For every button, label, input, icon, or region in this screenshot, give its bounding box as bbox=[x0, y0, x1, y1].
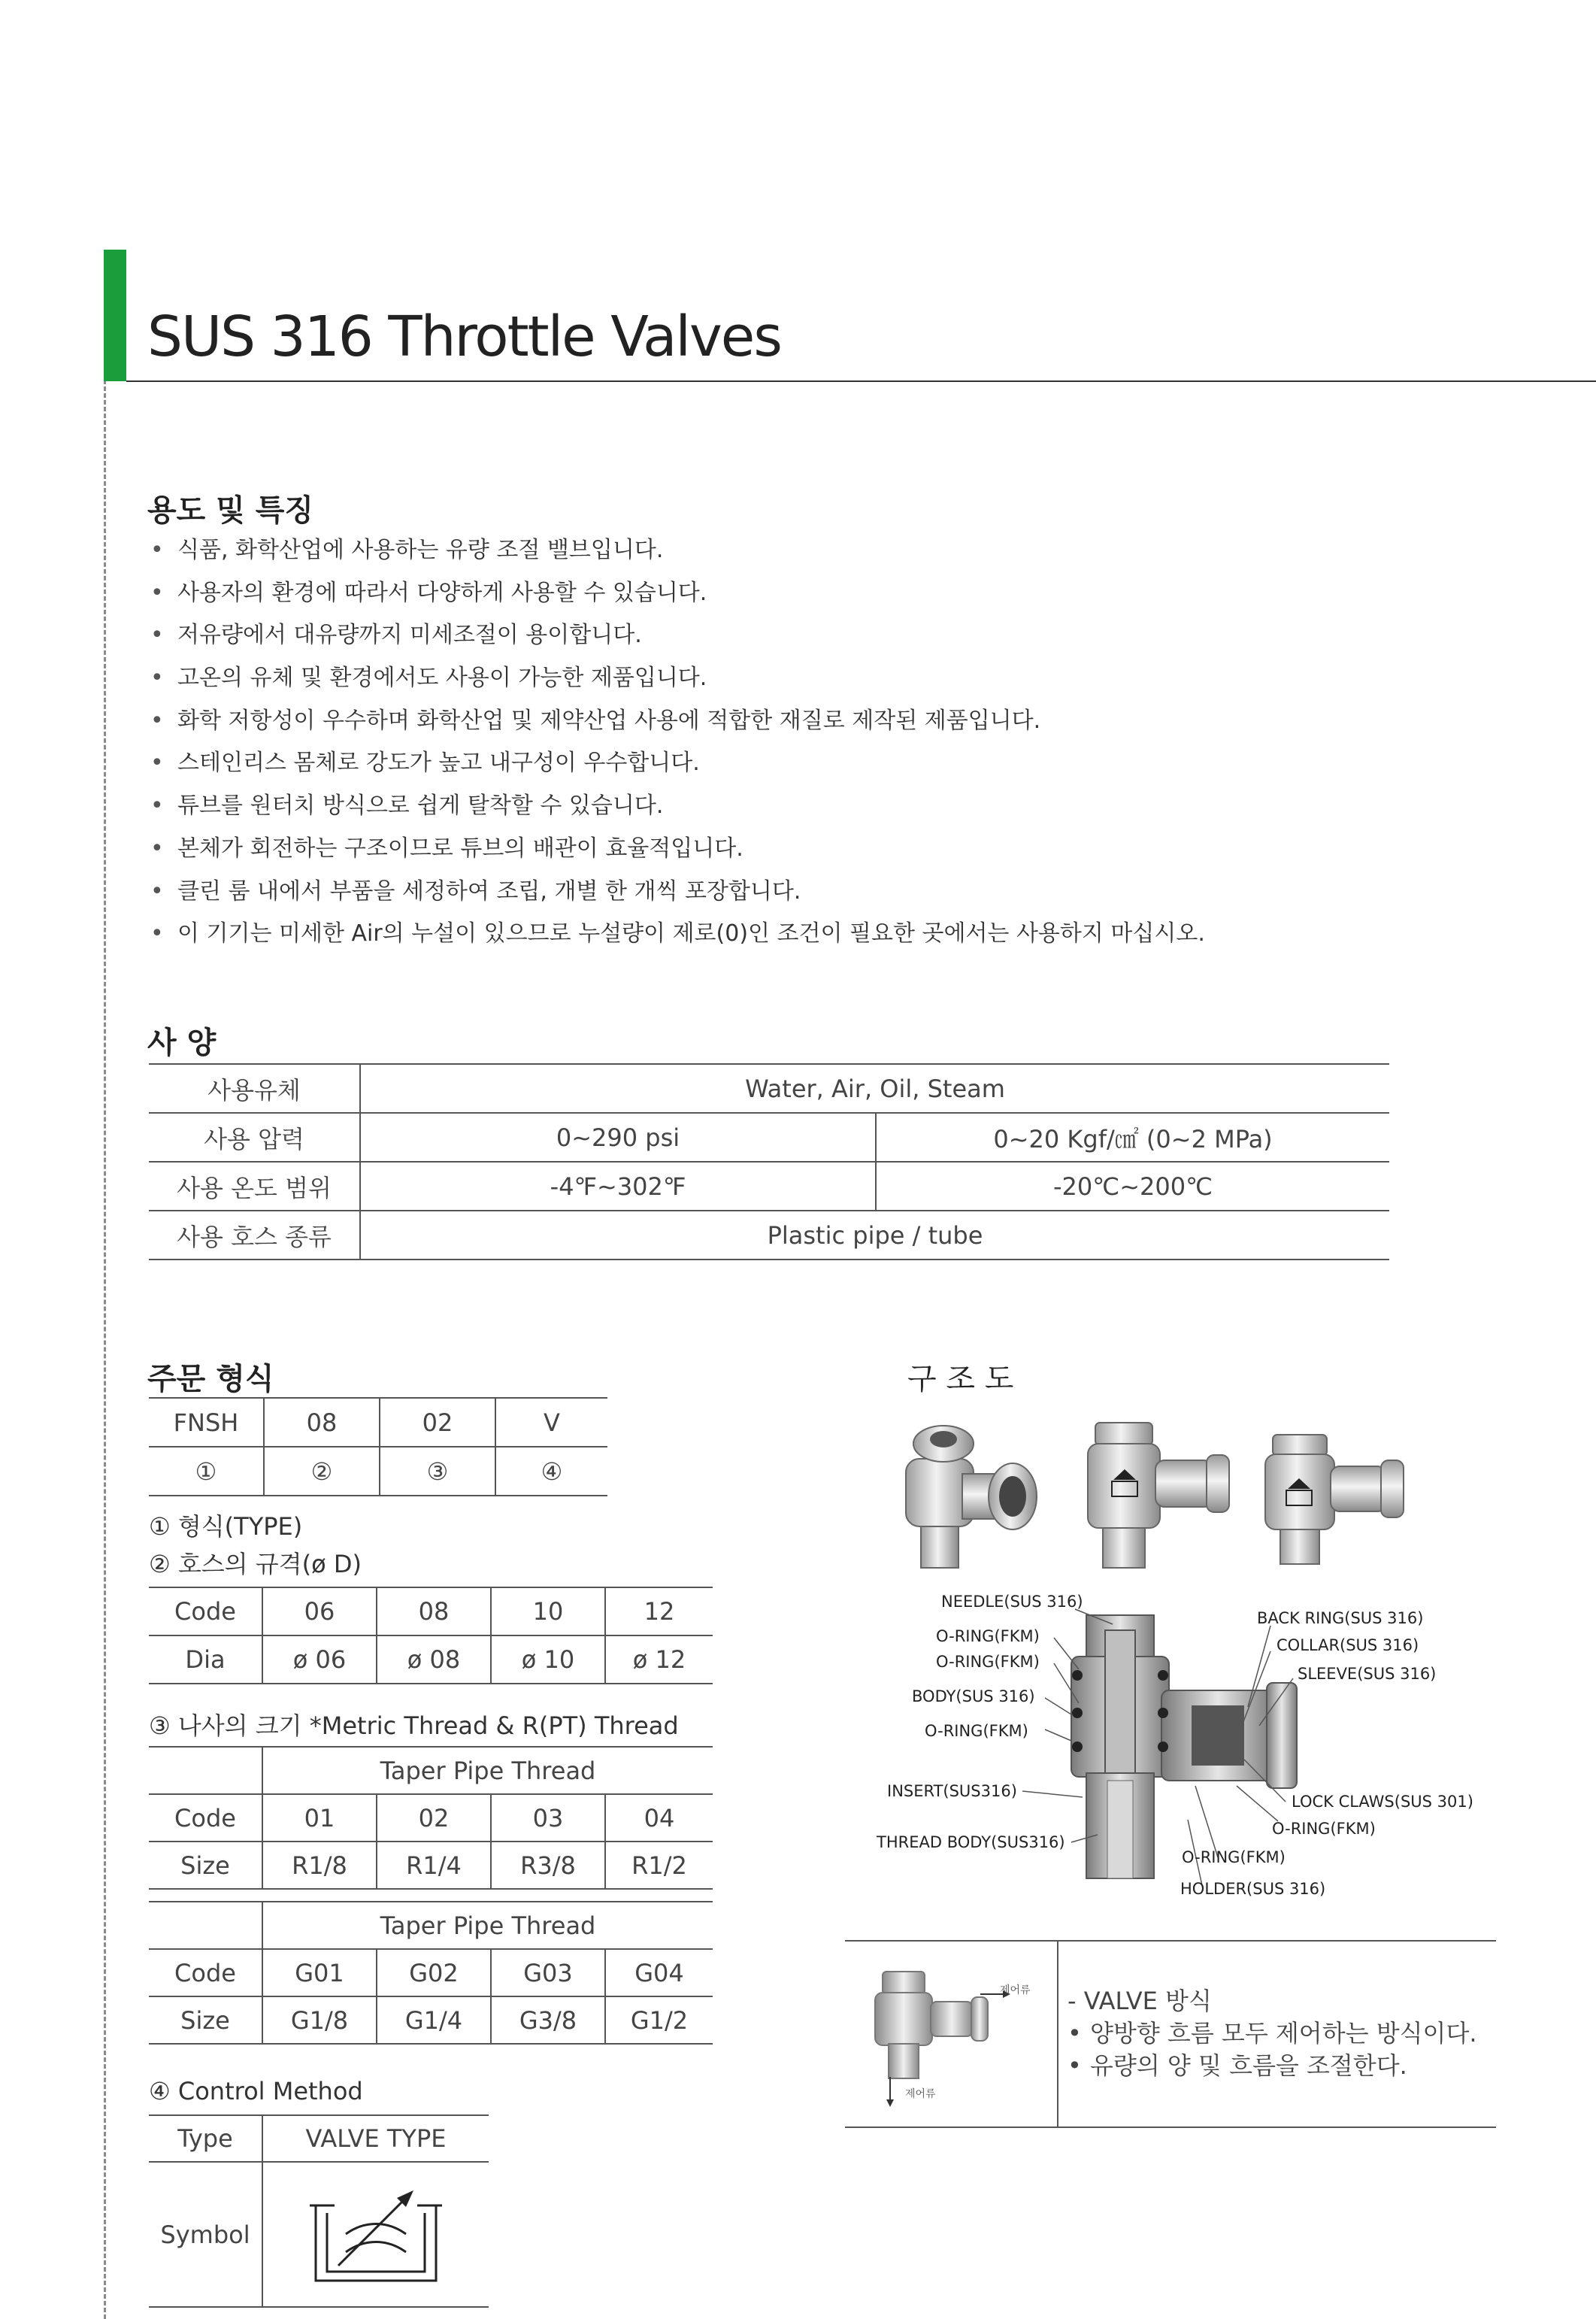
cell: G1/4 bbox=[377, 1996, 491, 2044]
page-title: SUS 316 Throttle Valves bbox=[147, 305, 781, 369]
cell: G01 bbox=[262, 1949, 377, 1996]
feature-item: • 고온의 유체 및 환경에서도 사용이 가능한 제품입니다. bbox=[150, 665, 707, 692]
row-label: Code bbox=[149, 1587, 262, 1635]
control-method-note: ④ Control Method bbox=[149, 2077, 363, 2105]
part-label: O-RING(FKM) bbox=[1272, 1820, 1376, 1838]
cell: 08 bbox=[377, 1587, 491, 1635]
feature-item: • 식품, 화학산업에 사용하는 유량 조절 밸브입니다. bbox=[150, 537, 664, 563]
cell: R1/8 bbox=[262, 1842, 377, 1889]
specs-heading: 사 양 bbox=[147, 1026, 217, 1060]
hose-size-table bbox=[149, 1587, 713, 1684]
row-label: Code bbox=[149, 1949, 262, 1996]
cell: R1/4 bbox=[377, 1842, 491, 1889]
product-photo-3 bbox=[1265, 1435, 1404, 1564]
type-note: ① 형식(TYPE) bbox=[149, 1512, 303, 1541]
specs-table bbox=[149, 1063, 1389, 1260]
feature-item: • 이 기기는 미세한 Air의 누설이 있으므로 누설량이 제로(0)인 조건이 필요한 곳에서는 사용하지 마십시오. bbox=[150, 920, 1205, 947]
thread-header: Taper Pipe Thread bbox=[262, 1902, 713, 1949]
valve-symbol-cell bbox=[262, 2162, 489, 2307]
cell: 10 bbox=[491, 1587, 605, 1635]
spec-value: Plastic pipe / tube bbox=[360, 1211, 1389, 1260]
control-method-table bbox=[149, 2114, 489, 2308]
row-label: Size bbox=[149, 1842, 262, 1889]
part-label: O-RING(FKM) bbox=[1182, 1848, 1286, 1866]
spec-label: 사용유체 bbox=[149, 1064, 360, 1113]
thread-table-r bbox=[149, 1746, 713, 1890]
feature-item: • 클린 룸 내에서 부품을 세정하여 조립, 개별 한 개씩 포장합니다. bbox=[150, 878, 801, 905]
valve-method-item: • 유량의 양 및 흐름을 조절한다. bbox=[1068, 2051, 1407, 2080]
product-photo-2 bbox=[1088, 1423, 1229, 1568]
valve-method-box bbox=[845, 1940, 1496, 2128]
cell: G02 bbox=[377, 1949, 491, 1996]
empty-cell bbox=[149, 1902, 262, 1949]
product-photos bbox=[891, 1414, 1455, 1572]
cell: 12 bbox=[605, 1587, 713, 1635]
order-code-table bbox=[149, 1397, 607, 1496]
part-label: O-RING(FKM) bbox=[925, 1722, 1028, 1740]
cell: ø 08 bbox=[377, 1635, 491, 1684]
cell: G3/8 bbox=[491, 1996, 605, 2044]
feature-item: • 튜브를 원터치 방식으로 쉽게 탈착할 수 있습니다. bbox=[150, 793, 664, 820]
flow-label: 제어류 bbox=[905, 2088, 936, 2100]
spec-value: -4℉~302℉ bbox=[360, 1162, 876, 1211]
cell: ø 10 bbox=[491, 1635, 605, 1684]
row-label: Type bbox=[149, 2115, 262, 2162]
order-heading: 주문 형식 bbox=[147, 1362, 274, 1396]
product-photo-1 bbox=[906, 1426, 1037, 1568]
cell: G1/8 bbox=[262, 1996, 377, 2044]
cell: 04 bbox=[605, 1794, 713, 1842]
cell: G1/2 bbox=[605, 1996, 713, 2044]
title-rule bbox=[126, 380, 1596, 382]
part-label: O-RING(FKM) bbox=[936, 1653, 1040, 1671]
feature-item: • 사용자의 환경에 따라서 다양하게 사용할 수 있습니다. bbox=[150, 579, 707, 606]
page-margin-guide bbox=[104, 380, 106, 2319]
spec-value: -20℃~200℃ bbox=[876, 1162, 1389, 1211]
row-label: Symbol bbox=[149, 2162, 262, 2307]
order-mark: ② bbox=[264, 1447, 380, 1496]
cell: 06 bbox=[262, 1587, 377, 1635]
spec-label: 사용 압력 bbox=[149, 1113, 360, 1162]
feature-item: • 스테인리스 몸체로 강도가 높고 내구성이 우수합니다. bbox=[150, 750, 700, 777]
cell: 01 bbox=[262, 1794, 377, 1842]
part-label: SLEEVE(SUS 316) bbox=[1298, 1665, 1437, 1683]
throttle-valve-symbol-icon bbox=[301, 2175, 451, 2288]
valve-method-item: • 양방향 흐름 모두 제어하는 방식이다. bbox=[1068, 2019, 1477, 2048]
order-mark: ③ bbox=[380, 1447, 495, 1496]
cell: G03 bbox=[491, 1949, 605, 1996]
thread-table-g bbox=[149, 1901, 713, 2045]
cell: ø 06 bbox=[262, 1635, 377, 1684]
spec-label: 사용 호스 종류 bbox=[149, 1211, 360, 1260]
cell: 02 bbox=[377, 1794, 491, 1842]
order-code: 08 bbox=[264, 1398, 380, 1447]
cell: 03 bbox=[491, 1794, 605, 1842]
thread-header: Taper Pipe Thread bbox=[262, 1747, 713, 1794]
part-label: NEEDLE(SUS 316) bbox=[941, 1593, 1083, 1611]
part-label: HOLDER(SUS 316) bbox=[1180, 1880, 1326, 1898]
spec-value: 0~290 psi bbox=[360, 1113, 876, 1162]
feature-item: • 본체가 회전하는 구조이므로 튜브의 배관이 효율적입니다. bbox=[150, 835, 743, 862]
cell: R1/2 bbox=[605, 1842, 713, 1889]
part-label: THREAD BODY(SUS316) bbox=[877, 1833, 1065, 1851]
features-heading: 용도 및 특징 bbox=[147, 493, 314, 528]
thread-size-note: ③ 나사의 크기 *Metric Thread & R(PT) Thread bbox=[149, 1711, 679, 1740]
order-code: V bbox=[495, 1398, 607, 1447]
cell: G04 bbox=[605, 1949, 713, 1996]
hose-size-note: ② 호스의 규격(ø D) bbox=[149, 1550, 362, 1578]
part-label: O-RING(FKM) bbox=[936, 1627, 1040, 1645]
cell: ø 12 bbox=[605, 1635, 713, 1684]
part-label: BODY(SUS 316) bbox=[912, 1687, 1035, 1705]
part-label: COLLAR(SUS 316) bbox=[1276, 1636, 1419, 1654]
feature-item: • 저유량에서 대유량까지 미세조절이 용이합니다. bbox=[150, 622, 642, 649]
spec-value: 0~20 Kgf/㎠ (0~2 MPa) bbox=[876, 1113, 1389, 1162]
row-label: Size bbox=[149, 1996, 262, 2044]
part-label: INSERT(SUS316) bbox=[887, 1782, 1017, 1800]
flow-label: 제어류 bbox=[1000, 1984, 1031, 1996]
valve-method-title: - VALVE 방식 bbox=[1068, 1987, 1212, 2015]
order-code: 02 bbox=[380, 1398, 495, 1447]
cell: VALVE TYPE bbox=[262, 2115, 489, 2162]
order-mark: ① bbox=[149, 1447, 264, 1496]
row-label: Dia bbox=[149, 1635, 262, 1684]
empty-cell bbox=[149, 1747, 262, 1794]
part-label: LOCK CLAWS(SUS 301) bbox=[1292, 1793, 1473, 1811]
order-mark: ④ bbox=[495, 1447, 607, 1496]
row-label: Code bbox=[149, 1794, 262, 1842]
cell: R3/8 bbox=[491, 1842, 605, 1889]
part-label: BACK RING(SUS 316) bbox=[1257, 1609, 1424, 1627]
valve-method-divider bbox=[1057, 1942, 1058, 2127]
structure-heading: 구 조 도 bbox=[907, 1362, 1014, 1396]
spec-label: 사용 온도 범위 bbox=[149, 1162, 360, 1211]
feature-item: • 화학 저항성이 우수하며 화학산업 및 제약산업 사용에 적합한 재질로 제작된 제품입니다. bbox=[150, 707, 1041, 734]
features-list bbox=[150, 531, 1205, 957]
title-accent-bar bbox=[104, 250, 126, 381]
order-code: FNSH bbox=[149, 1398, 264, 1447]
spec-value: Water, Air, Oil, Steam bbox=[360, 1064, 1389, 1113]
